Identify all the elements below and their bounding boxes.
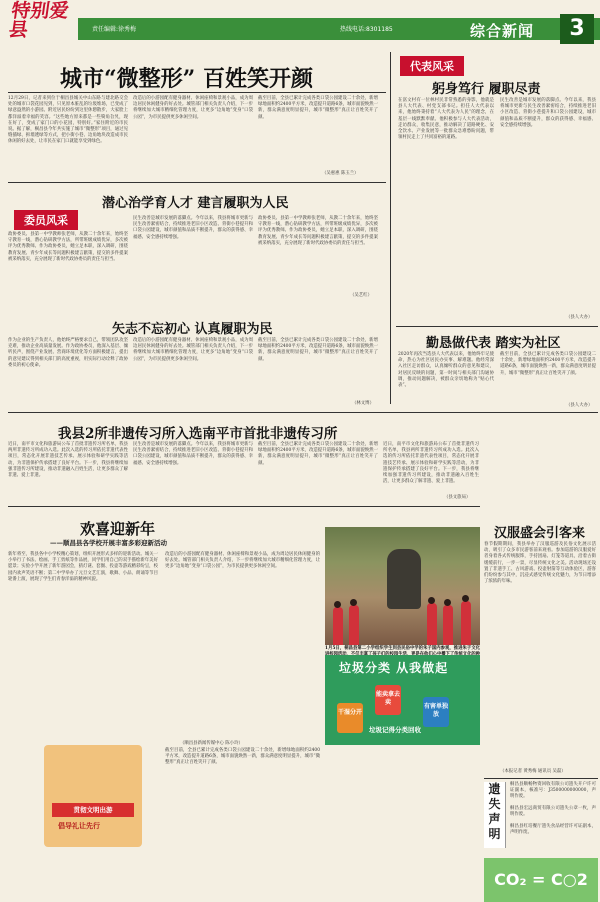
student-head: [462, 595, 469, 602]
newspaper-logo: 特别爱县: [7, 0, 71, 41]
story4-col3: 截至目前，全县已累计完成各类口袋公园建设二十余处，新增绿地面积约2400平方米，改造提升道路6条，城市面貌焕然一新，群众满意度明显提升，城市“微整形”真正让百姓笑开了颜。: [258, 442, 378, 466]
story8-byline: （本报记者 黄秀梅 通讯员 吴磊）: [500, 769, 566, 774]
story2-col2: 民生改善是城市发展的落脚点。今年以来，我县将城市更新与民生改善紧密结合，持续推进老旧小区改造、背街小巷提升和口袋公园建设，城市颜值和品质不断提升，群众的获得感、幸福感、安全感持续增强。: [133, 216, 253, 240]
story3-headline: 矢志不忘初心 认真履职为民: [112, 322, 273, 337]
divider: [396, 326, 598, 327]
student-head: [444, 599, 451, 606]
garbage-sorting-ad: [325, 655, 480, 745]
bin-recyclable: 能卖拿去卖: [375, 685, 401, 715]
story5-col1: 新年将至，我县各中小学校精心策划，组织开展形式多样的迎新活动。城关一小举行了书法、绘画、手工剪纸等作品展，同学们用自己的双手描绘新年美好愿景；实验小学开展了新年游园会，猜灯谜、套圈、投壶等游戏精彩纷呈，校园内欢声笑语不断；第二中学举办了元旦文艺汇演，歌舞、小品、朗诵等节目轮番上演，展现了学生们青春洋溢的精神风貌。: [8, 552, 158, 582]
story3-col3: 截至目前，全县已累计完成各类口袋公园建设二十余处，新增绿地面积约2400平方米，改造提升道路6条，城市面貌焕然一新，群众满意度明显提升，城市“微整形”真正让百姓笑开了颜。: [258, 338, 378, 362]
story4-col1: 近日，南平市文化和旅游局公布了首批非遗传习所名单，我县两所非遗传习所成功入选。此次入选的传习所依托非遗代表性项目，常态化开展非遗技艺传承、展示体验和研学实践等活动，为非遗保护传承搭建了良好平台。下一步，我县将继续加强非遗传习所建设，推动非遗融入百姓生活，让更多群众了解非遗、爱上非遗。: [8, 442, 128, 479]
story6-byline: （县人大办）: [566, 315, 593, 320]
story2-col3: 政协委员、县第一中学教师张老师，从教二十余年来，始终坚守教育一线，潜心钻研教学方法，所带班级成绩优异，多次被评为优秀教师。作为政协委员，她立足本职，深入调研，围绕教育发展、青少年成长等问题积极建言献策，提交的多件提案被采纳落实，充分展现了新时代政协委员的责任与担当。: [258, 216, 378, 246]
story4-byline: （县文旅局）: [444, 495, 471, 500]
section-title: 综合新闻: [470, 22, 535, 40]
header-hotline: 热线电话:8301185: [340, 26, 393, 33]
story6-headline: 躬身笃行 履职尽责: [432, 82, 541, 97]
declaration-item: 桐昌县顺畅物资回收有限公司遗失开户许可证副本，核准号：J3500000000000，声明作废。: [510, 782, 596, 800]
story5-col2: 改造后的小游园配有健身器材、休闲座椅和景观小品，成为周边居民休闲健身的好去处。城管部门相关负责人介绍，下一步将继续加大城市精细化管理力度，让更多“边角地”变身“口袋公园”，为市民提供更多休闲空间。: [165, 552, 320, 570]
story6-col1: 在富文村有一位林村民非常熟悉的身影，他就是县人大代表、村党支部书记。担任人大代表以来，他始终秉持着“人大代表为人民”的理念，在基层一线默默奉献。他积极参与人大代表活动，走访群众，收集民意，推动解决了道路硬化、安全饮水、产业发展等一批群众急难愁盼问题，带领村民走上了共同富裕的道路。: [398, 98, 494, 141]
story3-byline: （林文博）: [352, 401, 374, 406]
bin-hazardous: 有害单独放: [423, 697, 449, 727]
civility-banner-line2: 倡导礼让先行: [58, 821, 100, 830]
garbage-ad-title: 垃圾分类 从我做起: [339, 661, 449, 675]
story4-headline: 我县2所非遗传习所入选南平市首批非遗传习所: [58, 426, 338, 442]
declaration-item: 桐昌县宏远商贸有限公司遗失公章一枚，声明作废。: [510, 806, 596, 818]
student-head: [350, 599, 357, 606]
divider: [8, 412, 598, 413]
story8-body: 春节假期期间，我县举办了汉服巡游及民俗文化展示活动，吸引了众多市民游客前来观看。参加巡游的汉服爱好者身着各式传统服饰，手持团扇、灯笼等道具，沿着古街缓缓前行，一步一景，尽显传统文化之美。活动现场还设置了非遗手工、古风游戏、投壶射箭等互动体验区，游客们纷纷参与其中，沉浸式感受传统文化魅力，为节日增添了浓浓的年味。: [484, 542, 596, 585]
civility-banner-line1: 贯彻文明出游: [52, 803, 134, 817]
divider: [8, 506, 480, 507]
student-figure: [427, 603, 437, 645]
photo-caption: 1月5日，桐昌县第二小学组织学生到县民俗中学的朱子国内参观，推进朱子文化: [325, 646, 480, 651]
story2-col1: 政协委员、县第一中学教师张老师，从教二十余年来，始终坚守教育一线，潜心钻研教学方法，所带班级成绩优异，多次被评为优秀教师。作为政协委员，她立足本职，深入调研，围绕教育发展、青少年成长等问题积极建言献策，提交的多件提案被采纳落实，充分展现了新时代政协委员的责任与担当。: [8, 232, 128, 262]
main-headline: 城市“微整形” 百姓笑开颜: [60, 66, 313, 92]
header-editor: 责任编辑:徐秀梅: [92, 26, 137, 33]
section-tag-representatives: 代表风采: [400, 56, 464, 76]
divider: [484, 778, 598, 779]
student-figure: [333, 607, 343, 645]
divider: [8, 182, 386, 183]
main-story-col3: 截至目前，全县已累计完成各类口袋公园建设二十余处，新增绿地面积约2400平方米，改造提升道路6条，城市面貌焕然一新，群众满意度明显提升，城市“微整形”真正让百姓笑开了颜。: [258, 96, 378, 120]
story2-byline: （吴艺红）: [350, 293, 372, 298]
main-story-col1: 12月29日，记者来到位于桐昌县城关中山东路与建北路交会处的城市口袋花园见到，只见原本脏乱的垃圾堆场，已变成了绿意盎然的小游园。附近居民纷纷到这里休憩散步，大家脸上都洋溢着幸福的笑容。“这些地方原来都是一些犄角旮旯，现在好了，变成了家门口的小花园，特别好。”家住附近的市民说。据了解，桐昌县今年共实施了城市“微整形”项目，通过见缝插绿、拆墙透绿等方式，把小街小巷、边角地块改造成市民休闲的好去处，让市民在家门口就能享受到绿色。: [8, 96, 128, 145]
section-tag-members: 委员风采: [14, 210, 78, 230]
student-head: [428, 597, 435, 604]
column-divider: [390, 52, 391, 404]
story5-byline: （顺昌县新闻传媒中心 陈小玲）: [180, 741, 243, 746]
student-figure: [443, 605, 453, 645]
declaration-item: 桐昌县红培餐厅遗失食品经营许可证副本，声明作废。: [510, 824, 596, 836]
story3-col1: 作为企业的生产负责人，他始终严格要求自己，带领团队攻坚克难，推动企业高质量发展。作为政协委员，他深入基层、倾听民声，围绕产业发展、营商环境优化等方面积极建言，提出的意见建议得到相关部门的高度重视，用实际行动诠释了政协委员的初心使命。: [8, 338, 128, 368]
lost-declaration-tag: 遗失声明: [484, 782, 506, 848]
story7-byline: （县人大办）: [566, 403, 593, 408]
story7-col1: 2020年再次当选县人大代表以来，他始终牢记使命，热心为社区居民办实事、解难题。他经常深入社区走访群众，认真倾听群众的意见和建议，对居民反映的问题，第一时间与相关部门沟通协调，推动问题解决，被群众亲切地称为“贴心代表”。: [398, 352, 494, 389]
story7-headline: 勤恳做代表 踏实为社区: [426, 336, 561, 351]
story4-col4: 近日，南平市文化和旅游局公布了首批非遗传习所名单，我县两所非遗传习所成功入选。此次入选的传习所依托非遗代表性项目，常态化开展非遗技艺传承、展示体验和研学实践等活动，为非遗保护传承搭建了良好平台。下一步，我县将继续加强非遗传习所建设，推动非遗融入百姓生活，让更多群众了解非遗、爱上非遗。: [383, 442, 479, 485]
student-figure: [461, 601, 471, 645]
main-story-byline: （吴惠惠 陈玉兰）: [322, 171, 359, 176]
photo-students-visit: [325, 527, 480, 645]
page-number: 3: [560, 14, 594, 44]
divider: [8, 92, 386, 93]
garbage-ad-slogan: 垃圾记得分类回收: [369, 726, 421, 734]
civility-banner: [44, 745, 142, 847]
co2-ad: CO₂ = C○2: [484, 858, 598, 902]
story5-headline: 欢喜迎新年: [80, 520, 156, 538]
story2-headline: 潜心治学育人才 建言履职为人民: [102, 196, 289, 211]
story4-col2: 民生改善是城市发展的落脚点。今年以来，我县将城市更新与民生改善紧密结合，持续推进老旧小区改造、背街小巷提升和口袋公园建设，城市颜值和品质不断提升，群众的获得感、幸福感、安全感持续增强。: [133, 442, 253, 466]
bin-dry-wet: 干湿分开: [337, 703, 363, 733]
main-story-col2: 改造后的小游园配有健身器材、休闲座椅和景观小品，成为周边居民休闲健身的好去处。城管部门相关负责人介绍，下一步将继续加大城市精细化管理力度，让更多“边角地”变身“口袋公园”，为市民提供更多休闲空间。: [133, 96, 253, 120]
statue-figure: [387, 549, 421, 609]
story8-headline: 汉服盛会引客来: [494, 526, 586, 541]
story6-col2: 民生改善是城市发展的落脚点。今年以来，我县将城市更新与民生改善紧密结合，持续推进老旧小区改造、背街小巷提升和口袋公园建设，城市颜值和品质不断提升，群众的获得感、幸福感、安全感持续增强。: [500, 98, 596, 128]
story5-col3: 截至目前，全县已累计完成各类口袋公园建设二十余处，新增绿地面积约2400平方米，改造提升道路6条，城市面貌焕然一新，群众满意度明显提升，城市“微整形”真正让百姓笑开了颜。: [165, 748, 320, 766]
student-head: [334, 601, 341, 608]
student-figure: [349, 605, 359, 645]
story3-col2: 改造后的小游园配有健身器材、休闲座椅和景观小品，成为周边居民休闲健身的好去处。城管部门相关负责人介绍，下一步将继续加大城市精细化管理力度，让更多“边角地”变身“口袋公园”，为市民提供更多休闲空间。: [133, 338, 253, 362]
story7-col2: 截至目前，全县已累计完成各类口袋公园建设二十余处，新增绿地面积约2400平方米，改造提升道路6条，城市面貌焕然一新，群众满意度明显提升，城市“微整形”真正让百姓笑开了颜。: [500, 352, 596, 376]
story5-subhead: ——顺昌县各学校开展丰富多彩迎新活动: [50, 539, 167, 547]
